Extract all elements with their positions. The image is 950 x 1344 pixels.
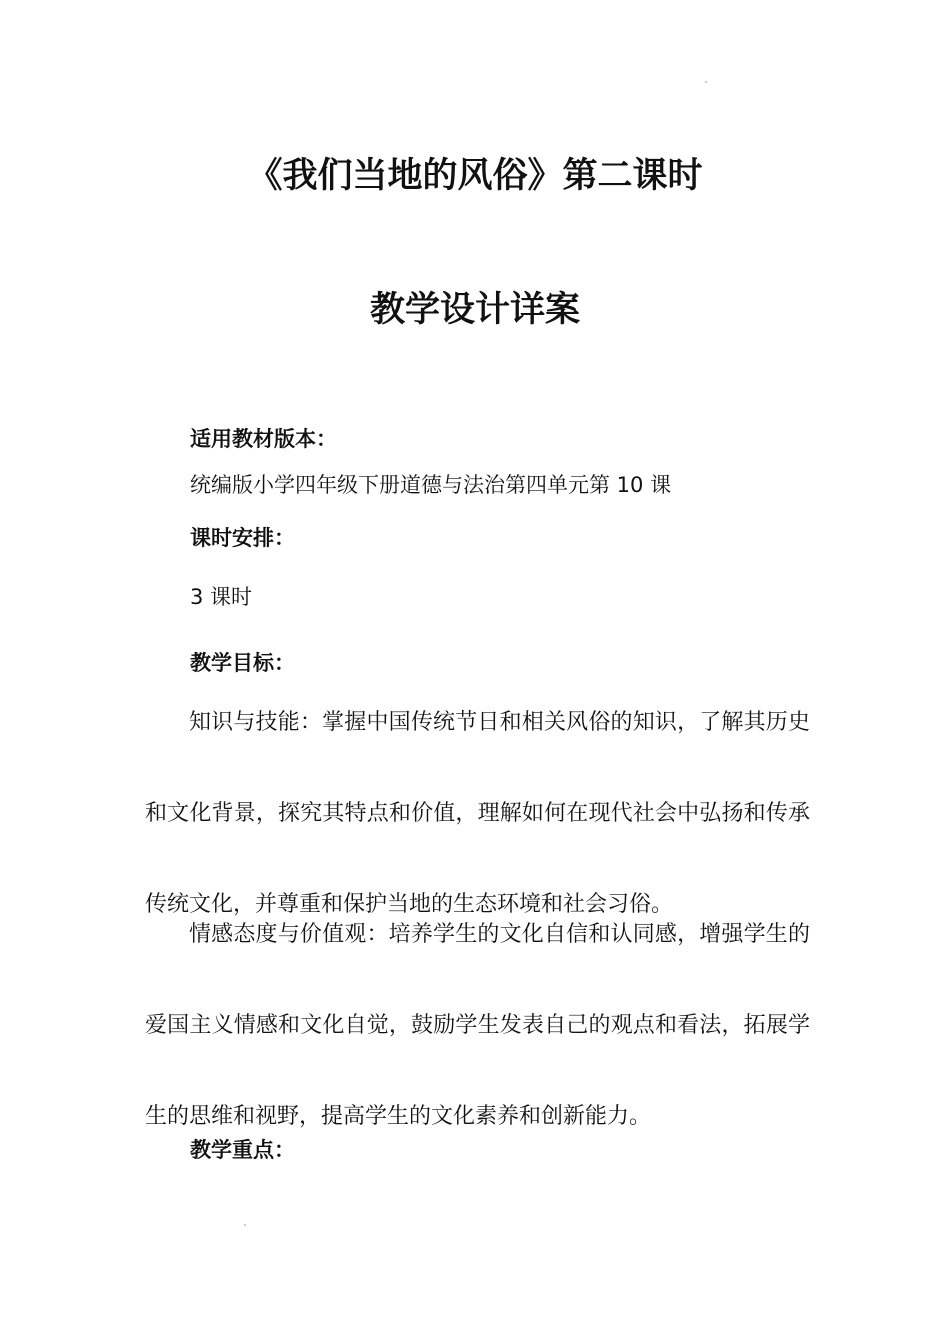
document-title-line2: 教学设计详案	[369, 290, 580, 330]
objectives-heading: 教学目标：	[190, 651, 295, 675]
schedule-value: 3 课时	[190, 585, 253, 609]
objective-knowledge-paragraph: 知识与技能：掌握中国传统节日和相关风俗的知识，了解其历史和文化背景，探究其特点和价值，理解如何在现代社会中弘扬和传承传统文化，并尊重和保护当地的生态环境和社会习俗。	[145, 710, 810, 917]
document-title-line1: 《我们当地的风俗》第二课时	[247, 156, 703, 196]
objective-emotion-paragraph: 情感态度与价值观：培养学生的文化自信和认同感，增强学生的爱国主义情感和文化自觉，鼓励学生发表自己的观点和看法，拓展学生的思维和视野，提高学生的文化素养和创新能力。	[145, 922, 810, 1129]
textbook-value: 统编版小学四年级下册道德与法治第四单元第 10 课	[190, 473, 672, 497]
keypoints-heading: 教学重点：	[190, 1138, 295, 1162]
page-mark-top	[705, 81, 707, 83]
textbook-heading: 适用教材版本：	[190, 427, 337, 451]
schedule-heading: 课时安排：	[190, 526, 295, 550]
page-mark-bottom	[244, 1224, 246, 1226]
